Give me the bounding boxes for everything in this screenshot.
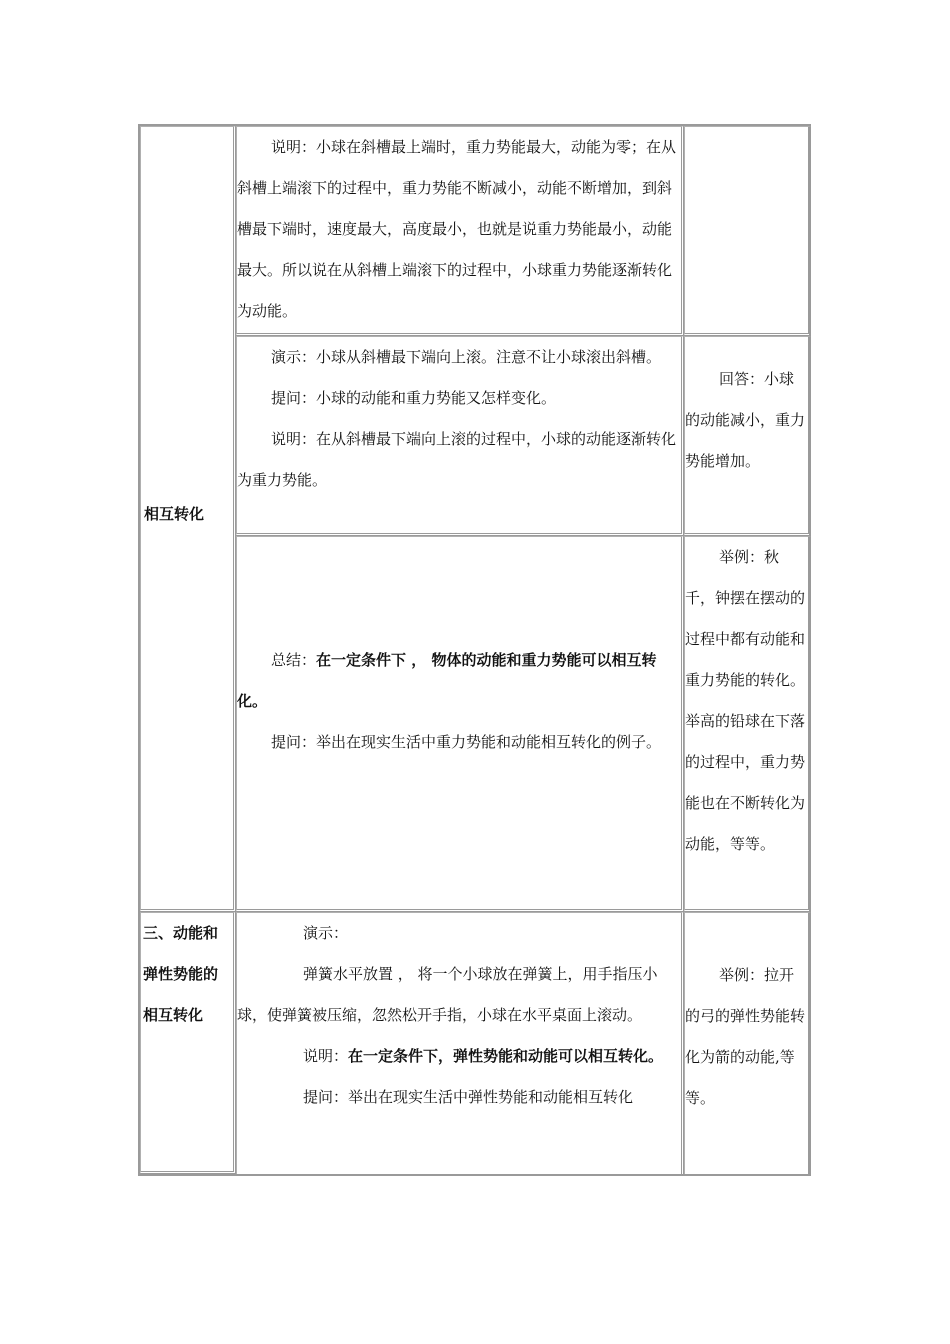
section-label-1: 相互转化	[144, 505, 205, 523]
row1-main-cell	[236, 126, 684, 336]
row4-side-cell	[684, 912, 811, 1174]
row2-main-cell	[236, 336, 684, 536]
row2-side-cell	[684, 336, 811, 536]
row4-explain: 说明：在一定条件下，弹性势能和动能可以相互转化。	[303, 1047, 664, 1065]
row1-explain: 说明：小球在斜槽最上端时，重力势能最大，动能为零；在从斜槽上端滚下的过程中，重力势能不断减小，动能不断增加，到斜槽最下端时，速度最大，高度最小，也就是说重力势能最小，动能最大。所以说在从斜槽上端滚下的过程中，小球重力势能逐渐转化为动能。	[237, 138, 677, 320]
row4-demo-label: 演示：	[303, 924, 349, 942]
row3-example: 举例：秋千，钟摆在摆动的过程中都有动能和重力势能的转化。举高的铅球在下落的过程中，重力势能也在不断转化为动能，等等。	[685, 548, 806, 853]
row4-main-cell	[236, 912, 684, 1174]
row3-side-cell	[684, 536, 811, 912]
row4-question: 提问：举出在现实生活中弹性势能和动能相互转化	[303, 1088, 634, 1106]
section-cell-1	[140, 126, 236, 912]
row2-answer: 回答：小球的动能减小，重力势能增加。	[685, 370, 806, 470]
section-label-2: 三、动能和 弹性势能的 相互转化	[143, 924, 219, 1024]
row2-demo: 演示：小球从斜槽最下端向上滚。注意不让小球滚出斜槽。	[271, 348, 662, 366]
row3-summary: 总结：在一定条件下 ， 物体的动能和重力势能可以相互转化。	[237, 651, 657, 710]
row2-question: 提问：小球的动能和重力势能又怎样变化。	[271, 389, 557, 407]
row4-example: 举例：拉开的弓的弹性势能转化为箭的动能,等等。	[685, 966, 806, 1107]
row4-demo-text: 弹簧水平放置 ， 将一个小球放在弹簧上，用手指压小球，使弹簧被压缩，忽然松开手指，小球在水平桌面上滚动。	[237, 965, 658, 1024]
lesson-table	[138, 124, 811, 1176]
row3-main-cell	[236, 536, 684, 912]
row1-side-cell	[684, 126, 811, 336]
row2-explain: 说明：在从斜槽最下端向上滚的过程中，小球的动能逐渐转化为重力势能。	[237, 430, 677, 489]
section-cell-2	[140, 912, 236, 1174]
row3-question: 提问：举出在现实生活中重力势能和动能相互转化的例子。	[271, 733, 662, 751]
